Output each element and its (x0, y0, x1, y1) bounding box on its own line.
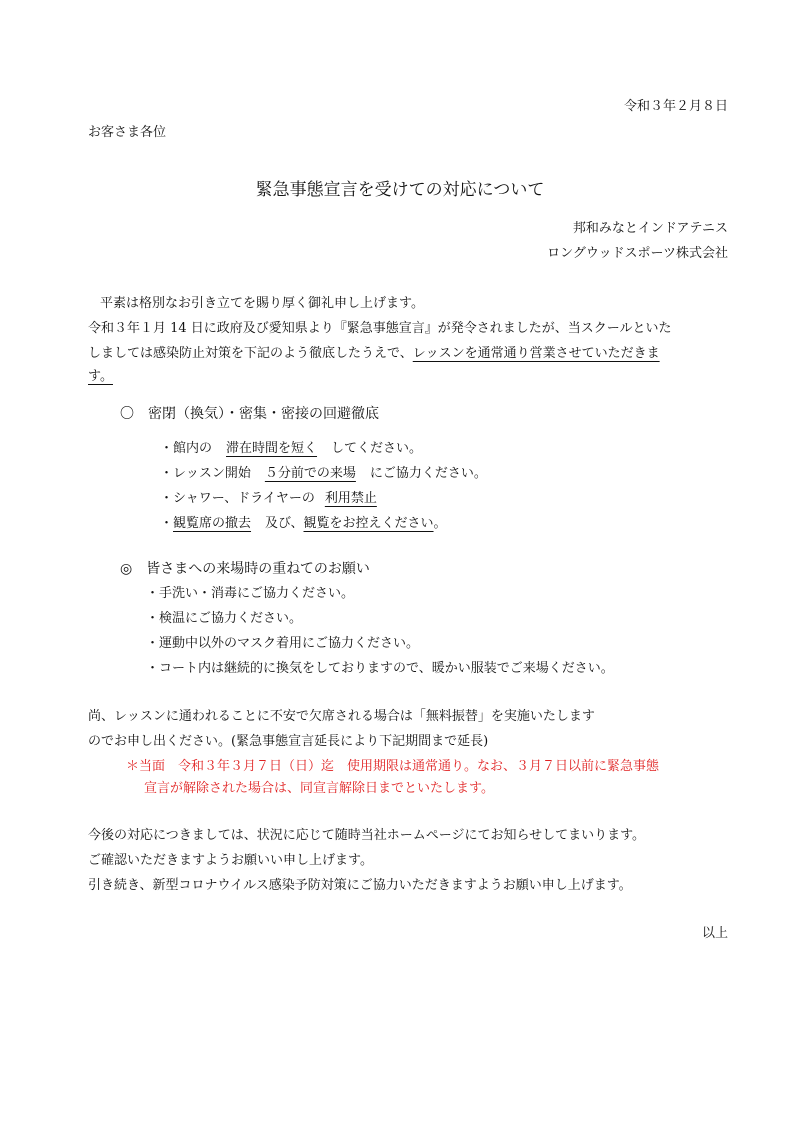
intro-line-2 (88, 345, 660, 363)
item-emphasis: 滞在時間を短く (226, 441, 318, 456)
section-2-item: ・コート内は継続的に換気をしておりますので、暖かい服装でご来場ください。 (146, 661, 614, 676)
intro-line-3: す。 (88, 369, 113, 384)
item-text: ・ (160, 516, 174, 531)
absence-note-2: 宣言が解除された場合は、同宣言解除日までといたします。 (144, 781, 494, 796)
intro-emphasis: レッスンを通常通り営業させていただきま (412, 346, 660, 361)
intro-line-1: 令和３年１月 14 日に政府及び愛知県より『緊急事態宣言』が発令されましたが、当スクールといた (88, 321, 672, 336)
item-text: 。 (433, 516, 447, 531)
absence-note-1: ＊当面 令和３年３月７日（日）迄 使用期限は通常通り。なお、３月７日以前に緊急事態 (126, 759, 660, 774)
item-text: にご協力ください。 (369, 466, 487, 481)
item-text: 及び、 (265, 516, 304, 531)
absence-line-1: 尚、レッスンに通われることに不安で欠席される場合は「無料振替」を実施いたします (88, 709, 595, 724)
section-1-item (160, 465, 487, 483)
section-2-heading: ◎ 皆さまへの来場時の重ねてのお願い (120, 561, 370, 577)
closing-line-2: ご確認いただきますようお願いい申し上げます。 (88, 853, 373, 868)
section-1-item (160, 490, 377, 508)
section-2-item: ・手洗い・消毒にご協力ください。 (146, 586, 355, 601)
item-text: してください。 (331, 441, 423, 456)
item-emphasis: ５分前での来場 (264, 466, 356, 481)
document-date: 令和３年２月８日 (623, 99, 728, 114)
absence-line-2: のでお申し出ください。(緊急事態宣言延長により下記期間まで延長) (88, 734, 489, 749)
section-1-item (160, 515, 447, 533)
section-2-item: ・検温にご協力ください。 (146, 611, 303, 626)
issuer-name-1: 邦和みなとインドアテニス (572, 221, 728, 236)
end-mark: 以上 (701, 926, 728, 941)
issuer-name-2: ロングウッドスポーツ株式会社 (547, 246, 728, 261)
item-emphasis: 利用禁止 (324, 491, 377, 506)
intro-line-2-text: しましては感染防止対策を下記のよう徹底したうえで、 (88, 346, 413, 361)
item-emphasis: 観覧をお控えください (303, 516, 434, 531)
recipient: お客さま各位 (88, 125, 167, 140)
item-text: ・レッスン開始 (160, 466, 251, 481)
intro-greeting: 平素は格別なお引き立てを賜り厚く御礼申し上げます。 (100, 296, 424, 311)
item-emphasis: 観覧席の撤去 (173, 516, 252, 531)
item-text: ・シャワー、ドライヤーの (160, 491, 315, 506)
item-text: ・館内の (160, 441, 213, 456)
closing-line-3: 引き続き、新型コロナウイルス感染予防対策にご協力いただきますようお願い申し上げます。 (88, 878, 632, 893)
document-title: 緊急事態宣言を受けての対応について (255, 180, 545, 200)
closing-line-1: 今後の対応につきましては、状況に応じて随時当社ホームページにてお知らせしてまいります。 (88, 828, 646, 843)
section-1-item (160, 440, 422, 458)
section-2-item: ・運動中以外のマスク着用にご協力ください。 (146, 636, 420, 651)
section-1-heading: 〇 密閉（換気）・密集・密接の回避徹底 (120, 406, 379, 422)
